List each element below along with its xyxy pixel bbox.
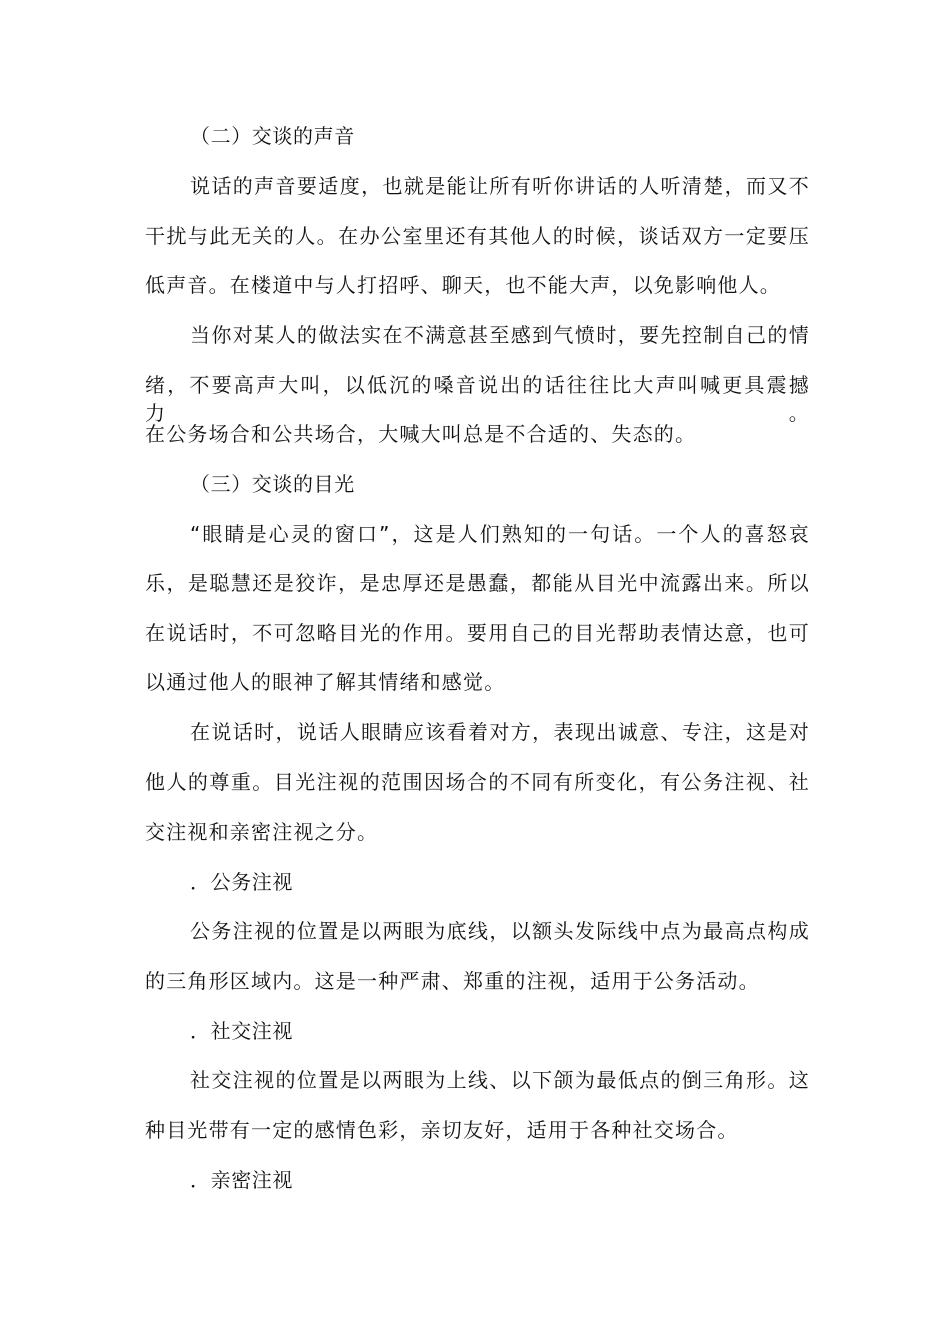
- paragraph-line: 在说话时，不可忽略目光的作用。要用自己的目光帮助表情达意，也可: [145, 621, 810, 645]
- paragraph-line: 干扰与此无关的人。在办公室里还有其他人的时候，谈话双方一定要压: [145, 224, 810, 248]
- paragraph-line: 当你对某人的做法实在不满意甚至感到气愤时，要先控制自己的情: [190, 323, 810, 347]
- paragraph-line: 说话的声音要适度，也就是能让所有听你讲话的人听清楚，而又不: [190, 174, 810, 198]
- paragraph-line: 绪，不要高声大叫，以低沉的嗓音说出的话往往比大声叫喊更具震撼力。: [145, 373, 810, 425]
- paragraph-line: “眼睛是心灵的窗口”，这是人们熟知的一句话。一个人的喜怒哀: [190, 522, 810, 546]
- section-heading-gaze: （三）交谈的目光: [190, 472, 355, 496]
- paragraph-line: 交注视和亲密注视之分。: [145, 820, 379, 844]
- paragraph-line: 社交注视的位置是以两眼为上线、以下颌为最低点的倒三角形。这: [190, 1068, 810, 1092]
- subheading-official-gaze: ．公务注视: [190, 870, 293, 894]
- section-heading-voice: （二）交谈的声音: [190, 124, 355, 148]
- paragraph-line: 低声音。在楼道中与人打招呼、聊天，也不能大声，以免影响他人。: [145, 273, 781, 297]
- paragraph-line: 在公务场合和公共场合，大喊大叫总是不合适的、失态的。: [145, 422, 697, 446]
- subheading-intimate-gaze: ．亲密注视: [190, 1168, 293, 1192]
- paragraph-line: 乐，是聪慧还是狡诈，是忠厚还是愚蠢，都能从目光中流露出来。所以: [145, 571, 810, 595]
- paragraph-line: 以通过他人的眼神了解其情绪和感觉。: [145, 670, 506, 694]
- paragraph-line: 公务注视的位置是以两眼为底线，以额头发际线中点为最高点构成: [190, 919, 810, 943]
- paragraph-line: 在说话时，说话人眼睛应该看着对方，表现出诚意、专注，这是对: [190, 720, 810, 744]
- subheading-social-gaze: ．社交注视: [190, 1019, 293, 1043]
- paragraph-line: 种目光带有一定的感情色彩，亲切友好，适用于各种社交场合。: [145, 1118, 739, 1142]
- paragraph-line: 他人的尊重。目光注视的范围因场合的不同有所变化，有公务注视、社: [145, 770, 810, 794]
- paragraph-line: 的三角形区域内。这是一种严肃、郑重的注视，适用于公务活动。: [145, 969, 760, 993]
